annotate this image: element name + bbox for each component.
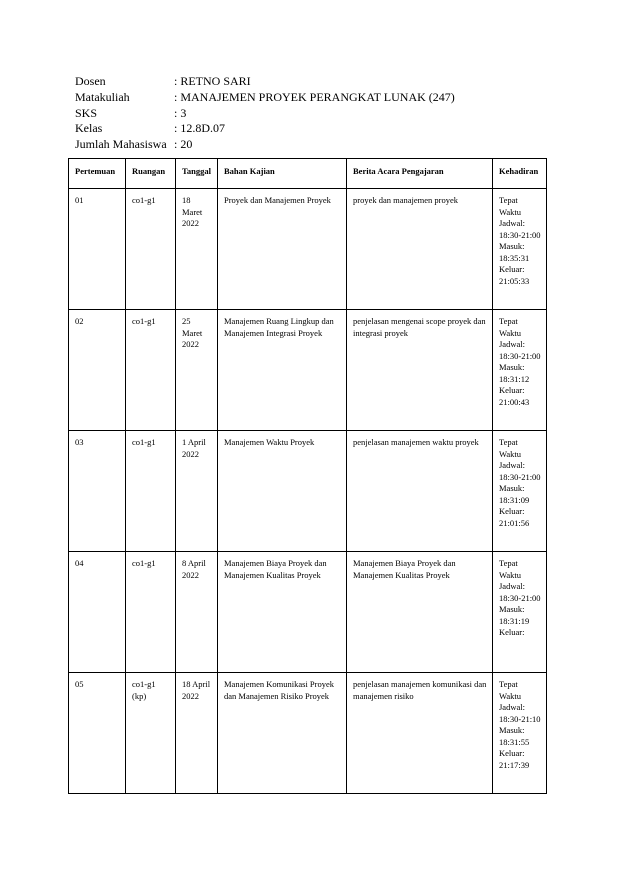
sks-row [75, 106, 455, 122]
matakuliah-label: Matakuliah [75, 89, 130, 104]
table-row [69, 189, 547, 310]
kehadiran-status: Tepat Waktu [499, 437, 521, 459]
cell-kehadiran [493, 673, 547, 794]
cell-ruangan: co1-g1 [126, 431, 176, 552]
table-header-row [69, 159, 547, 189]
column-header-berita-acara: Berita Acara Pengajaran [347, 159, 493, 189]
kehadiran-keluar: Keluar: 21:05:33 [499, 264, 530, 286]
cell-pertemuan: 02 [69, 310, 126, 431]
cell-bahan-kajian: Proyek dan Manajemen Proyek [218, 189, 347, 310]
cell-bahan-kajian: Manajemen Biaya Proyek dan Manajemen Kualitas Proyek [218, 552, 347, 673]
column-header-ruangan: Ruangan [126, 159, 176, 189]
cell-bahan-kajian: Manajemen Waktu Proyek [218, 431, 347, 552]
column-header-tanggal: Tanggal [176, 159, 218, 189]
kehadiran-keluar: Keluar: 21:17:39 [499, 748, 530, 770]
table-row [69, 310, 547, 431]
cell-ruangan: co1-g1 (kp) [126, 673, 176, 794]
jumlah-mahasiswa-label: Jumlah Mahasiswa [75, 137, 167, 152]
kehadiran-masuk: Masuk: 18:31:55 [499, 725, 530, 747]
sks-value: : 3 [174, 105, 187, 120]
cell-tanggal: 25 Maret 2022 [176, 310, 218, 431]
dosen-label: Dosen [75, 74, 106, 88]
attendance-table [68, 158, 547, 794]
cell-berita-acara: Manajemen Biaya Proyek dan Manajemen Kualitas Proyek [347, 552, 493, 673]
kehadiran-masuk: Masuk: 18:35:31 [499, 241, 530, 263]
kehadiran-status: Tepat Waktu [499, 679, 521, 701]
kehadiran-jadwal: Jadwal: 18:30-21:00 [499, 581, 541, 603]
sks-label: SKS [75, 105, 98, 120]
matakuliah-value: : MANAJEMEN PROYEK PERANGKAT LUNAK (247) [174, 89, 455, 104]
table-row [69, 431, 547, 552]
cell-kehadiran [493, 189, 547, 310]
table-row [69, 552, 547, 673]
cell-pertemuan: 04 [69, 552, 126, 673]
kehadiran-jadwal: Jadwal: 18:30-21:00 [499, 339, 541, 361]
jumlah-mahasiswa-row [75, 137, 455, 153]
kehadiran-keluar: Keluar: [499, 627, 525, 637]
kehadiran-status: Tepat Waktu [499, 316, 521, 338]
cell-berita-acara: penjelasan manajemen waktu proyek [347, 431, 493, 552]
cell-kehadiran [493, 310, 547, 431]
table-row [69, 673, 547, 794]
jumlah-mahasiswa-value: : 20 [174, 137, 193, 152]
kehadiran-jadwal: Jadwal: 18:30-21:00 [499, 218, 541, 240]
dosen-row [75, 74, 455, 90]
cell-berita-acara: penjelasan mengenai scope proyek dan integrasi proyek [347, 310, 493, 431]
kelas-label: Kelas [75, 121, 103, 136]
cell-tanggal: 18 Maret 2022 [176, 189, 218, 310]
cell-tanggal: 1 April 2022 [176, 431, 218, 552]
dosen-value: : RETNO SARI [174, 74, 251, 88]
kelas-row [75, 121, 455, 137]
cell-ruangan: co1-g1 [126, 189, 176, 310]
kehadiran-masuk: Masuk: 18:31:19 [499, 604, 530, 626]
cell-berita-acara: proyek dan manajemen proyek [347, 189, 493, 310]
column-header-pertemuan: Pertemuan [69, 159, 126, 189]
column-header-kehadiran: Kehadiran [493, 159, 547, 189]
cell-bahan-kajian: Manajemen Ruang Lingkup dan Manajemen Integrasi Proyek [218, 310, 347, 431]
kehadiran-masuk: Masuk: 18:31:12 [499, 362, 530, 384]
kehadiran-keluar: Keluar: 21:00:43 [499, 385, 530, 407]
document-header [75, 74, 455, 153]
cell-bahan-kajian: Manajemen Komunikasi Proyek dan Manajemen Risiko Proyek [218, 673, 347, 794]
kehadiran-jadwal: Jadwal: 18:30-21:00 [499, 460, 541, 482]
kehadiran-jadwal: Jadwal: 18:30-21:10 [499, 702, 541, 724]
cell-tanggal: 18 April 2022 [176, 673, 218, 794]
cell-pertemuan: 03 [69, 431, 126, 552]
kehadiran-status: Tepat Waktu [499, 195, 521, 217]
cell-tanggal: 8 April 2022 [176, 552, 218, 673]
kelas-value: : 12.8D.07 [174, 121, 225, 136]
cell-ruangan: co1-g1 [126, 552, 176, 673]
kehadiran-keluar: Keluar: 21:01:56 [499, 506, 530, 528]
cell-pertemuan: 01 [69, 189, 126, 310]
column-header-bahan-kajian: Bahan Kajian [218, 159, 347, 189]
cell-pertemuan: 05 [69, 673, 126, 794]
kehadiran-masuk: Masuk: 18:31:09 [499, 483, 530, 505]
matakuliah-row [75, 90, 455, 106]
kehadiran-status: Tepat Waktu [499, 558, 521, 580]
cell-berita-acara: penjelasan manajemen komunikasi dan manajemen risiko [347, 673, 493, 794]
cell-kehadiran [493, 431, 547, 552]
cell-ruangan: co1-g1 [126, 310, 176, 431]
cell-kehadiran [493, 552, 547, 673]
